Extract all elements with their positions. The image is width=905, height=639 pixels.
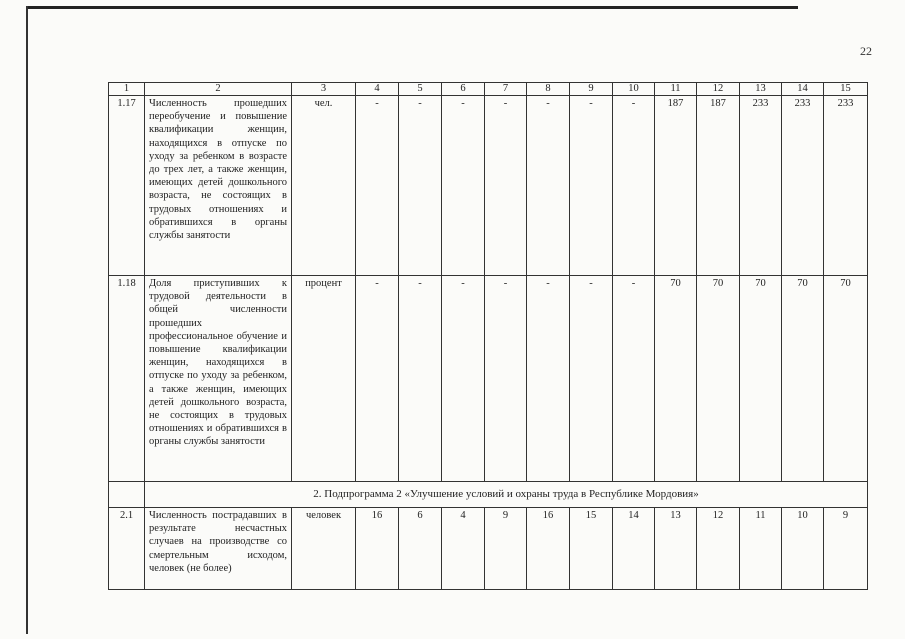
value-cell: 16 xyxy=(356,508,399,590)
value-cell: 6 xyxy=(399,508,442,590)
column-header: 8 xyxy=(527,83,570,96)
value-cell: 233 xyxy=(824,96,868,276)
indicator-name: Численность пострадавших в результате несчастных случаев на производстве со смертельным исходом, человек (не более) xyxy=(145,508,292,590)
unit-cell: чел. xyxy=(292,96,356,276)
value-cell: 70 xyxy=(782,276,824,482)
value-cell: 70 xyxy=(697,276,740,482)
value-cell: 187 xyxy=(697,96,740,276)
row-number: 1.18 xyxy=(109,276,145,482)
indicator-table xyxy=(108,82,868,590)
value-cell: - xyxy=(485,276,527,482)
value-cell: 233 xyxy=(782,96,824,276)
column-header: 4 xyxy=(356,83,399,96)
value-cell: 4 xyxy=(442,508,485,590)
value-cell: - xyxy=(356,276,399,482)
column-header: 15 xyxy=(824,83,868,96)
column-number-row xyxy=(109,83,868,96)
value-cell: 10 xyxy=(782,508,824,590)
value-cell: 15 xyxy=(570,508,613,590)
table-row xyxy=(109,96,868,276)
column-header: 14 xyxy=(782,83,824,96)
value-cell: - xyxy=(442,276,485,482)
value-cell: 13 xyxy=(655,508,697,590)
page-number: 22 xyxy=(860,44,872,58)
row-number: 1.17 xyxy=(109,96,145,276)
section-spacer-cell xyxy=(109,482,145,508)
value-cell: 187 xyxy=(655,96,697,276)
row-number: 2.1 xyxy=(109,508,145,590)
value-cell: - xyxy=(570,96,613,276)
value-cell: 11 xyxy=(740,508,782,590)
section-title: 2. Подпрограмма 2 «Улучшение условий и охраны труда в Республике Мордовия» xyxy=(145,482,868,508)
column-header: 3 xyxy=(292,83,356,96)
column-header: 5 xyxy=(399,83,442,96)
indicator-name: Доля приступивших к трудовой деятельности в общей численности прошедших профессиональное обучение и повышение квалификации женщин, находящихся в отпуске по уходу за ребенком, а также женщин, имеющих детей дошкольного возраста, не состоящих в трудовых отношениях и обратившихся в органы службы занятости xyxy=(145,276,292,482)
indicator-table-container xyxy=(108,82,867,591)
scan-left-edge xyxy=(26,6,28,634)
value-cell: - xyxy=(399,96,442,276)
value-cell: 233 xyxy=(740,96,782,276)
value-cell: - xyxy=(613,276,655,482)
column-header: 13 xyxy=(740,83,782,96)
value-cell: 12 xyxy=(697,508,740,590)
column-header: 10 xyxy=(613,83,655,96)
section-row xyxy=(109,482,868,508)
value-cell: - xyxy=(442,96,485,276)
value-cell: - xyxy=(613,96,655,276)
column-header: 7 xyxy=(485,83,527,96)
table-row xyxy=(109,508,868,590)
value-cell: - xyxy=(399,276,442,482)
value-cell: 16 xyxy=(527,508,570,590)
value-cell: 14 xyxy=(613,508,655,590)
column-header: 11 xyxy=(655,83,697,96)
value-cell: 9 xyxy=(485,508,527,590)
value-cell: 9 xyxy=(824,508,868,590)
unit-cell: человек xyxy=(292,508,356,590)
table-row xyxy=(109,276,868,482)
column-header: 1 xyxy=(109,83,145,96)
column-header: 12 xyxy=(697,83,740,96)
value-cell: - xyxy=(356,96,399,276)
column-header: 2 xyxy=(145,83,292,96)
value-cell: - xyxy=(485,96,527,276)
value-cell: - xyxy=(527,276,570,482)
scan-top-edge xyxy=(28,6,798,9)
value-cell: 70 xyxy=(740,276,782,482)
column-header: 9 xyxy=(570,83,613,96)
value-cell: 70 xyxy=(655,276,697,482)
value-cell: - xyxy=(527,96,570,276)
indicator-name: Численность прошедших переобучение и повышение квалификации женщин, находящихся в отпуске по уходу за ребенком в возрасте до трех лет, а также женщин, имеющих детей дошкольного возраста, не состоящих в трудовых отношениях и обратившихся в органы службы занятости xyxy=(145,96,292,276)
unit-cell: процент xyxy=(292,276,356,482)
value-cell: - xyxy=(570,276,613,482)
value-cell: 70 xyxy=(824,276,868,482)
column-header: 6 xyxy=(442,83,485,96)
